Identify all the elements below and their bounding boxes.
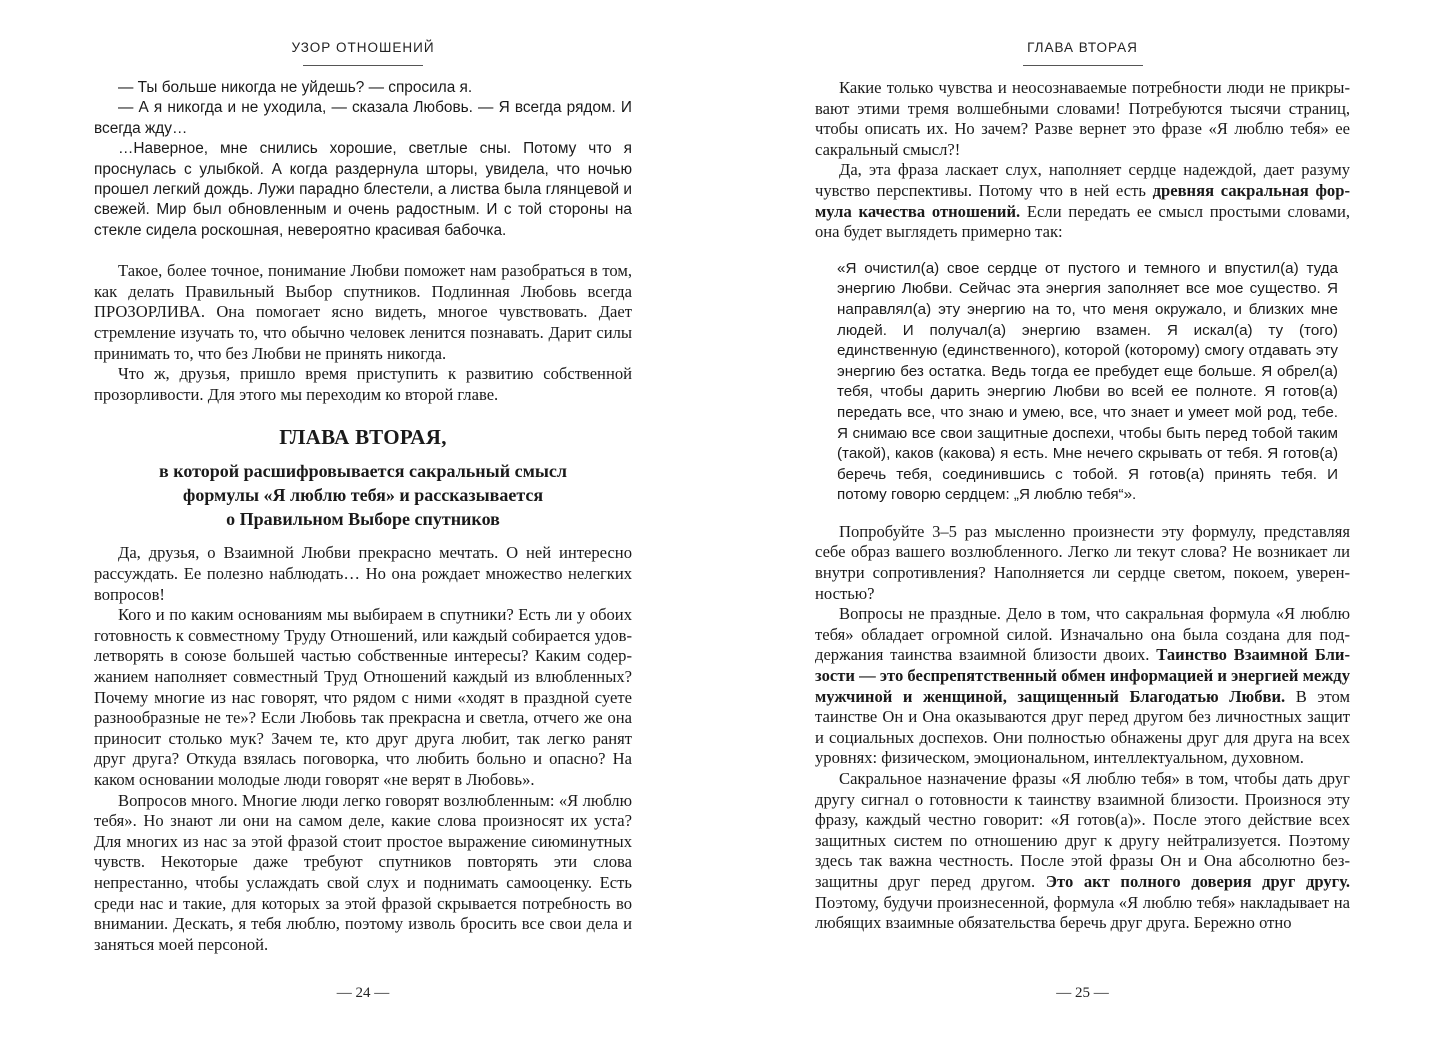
- left-page-body: [94, 78, 632, 955]
- chapter-heading: [94, 423, 632, 531]
- dialogue-block: [94, 78, 632, 241]
- running-head-right-text: ГЛАВА ВТОРАЯ: [1027, 40, 1138, 55]
- quote-text: «Я очистил(а) свое сердце от пустого и темного и впустил(а) туда энергию Любви. Сейчас эта энергия заполняет все мое существо. Я направлял(а) эту энергию на то, что меня окружало, и близких мне людей. И получал(а) энергию взамен. Я искал(а) ту (того) единственную (единственного), которой (которому) смогу отдавать эту энергию без остатка. Ведь тогда ее пребудет еще больше. Я обрел(а) тебя, чтобы дарить энергию Любви во всей ее полноте. Я готов(а) передать все, что знаю и умею, все, что знает и умеет мой род, тебе. Я снимаю все свои защитные доспехи, чтобы быть перед тобой таким (такой), каков (какова) я есть. Мне нечего скрывать от тебя. Я готов(а) беречь тебя, соединившись с тобой. Я готов(а) принять тебя. И потому говорю сердцем: „Я люблю тебя“».: [837, 259, 1338, 504]
- running-head-rule: [303, 65, 423, 66]
- paragraph: Вопросов много. Многие люди легко говорят возлюбленным: «Я люблю тебя». Но знают ли они на самом деле, какие слова произносят их уста? Для многих из нас за этой фразой стоит простое выражение сиюминутных чувств. Некоторые даже требуют спутников повторять эти слова непрестанно, чтобы услаждать свой слух и поднимать самооценку. Есть среди нас и такие, для которых за этой фразой скрывается потребность во внимании. Дескать, я тебя люблю, поэтому изволь бросить все свои дела и заняться моей персоной.: [94, 790, 632, 954]
- chapter-subtitle: о Правильном Выборе спутников: [226, 509, 500, 530]
- page-number-left: — 24 —: [336, 985, 390, 1001]
- chapter-subtitle: в которой расшифровывается сакральный смысл: [158, 461, 567, 482]
- chapter-subtitle: формулы «Я люблю тебя» и рассказывается: [182, 485, 544, 506]
- chapter-title: ГЛАВА ВТОРАЯ,: [279, 425, 447, 450]
- running-head-left-text: УЗОР ОТНОШЕНИЙ: [291, 40, 435, 55]
- running-head-right: [815, 40, 1350, 66]
- paragraph-text: Да, эта фраза ласкает слух, наполняет сердце надеждой, дает разуму чувство перспективы. Потому что в ней есть: [815, 160, 1350, 200]
- paragraph: Что ж, друзья, пришло время приступить к развитию собственной прозорливости. Для этого мы переходим ко второй главе.: [94, 364, 632, 404]
- bold-phrase: Это акт полного доверия друг другу.: [1045, 871, 1350, 891]
- page-number-right: — 25 —: [1056, 985, 1109, 1001]
- paragraph: Такое, более точное, понимание Любви поможет нам разобраться в том, как делать Правильный Выбор спутников. Подлинная Любовь всегда ПРОЗОРЛИВА. Она помогает ясно видеть, многое чувствовать. Дает стремление изучать то, что обычно человек ленится познавать. Дарит силы принимать то, что без Любви не принять никогда.: [94, 261, 632, 363]
- paragraph-text: Если передать ее смысл простыми словами, она будет выглядеть примерно так:: [815, 201, 1350, 242]
- paragraph: [815, 769, 1350, 934]
- running-head-left: [94, 40, 632, 66]
- paragraph: Попробуйте 3–5 раз мысленно произнести эту формулу, представляя себе образ вашего возлюбленного. Легко ли текут слова? Не возникает ли внутри сопротивления? Наполняется ли сердце светом, покоем, уверенностью?: [815, 521, 1350, 603]
- paragraph-gap: [94, 241, 632, 261]
- dialogue-line: — Ты больше никогда не уйдешь? — спросила я.: [118, 79, 473, 96]
- paragraph-text: Сакральное назначение фразы «Я люблю тебя» в том, чтобы дать друг другу сигнал о готовности к таинству взаимной близости. Произнося эту фразу, каждый честно говорит: «Я готов(а)». После этого действие всех защитных систем по отношению друг к другу нейтрализуется. Поэтому здесь так важна честность. После этой фразы Он и Она абсолютно беззащитны друг перед другом.: [815, 769, 1350, 891]
- paragraph: Да, друзья, о Взаимной Любви прекрасно мечтать. О ней интересно рассуждать. Ее полезно наблюдать… Но она рождает множество нелегких вопросов!: [94, 543, 632, 604]
- paragraph-text: Поэтому, будучи произнесенной, формула «Я люблю тебя» накладывает на любящих взаимные обязательства беречь друг друга. Бережно отно: [815, 892, 1350, 933]
- right-page: [815, 0, 1350, 1039]
- right-page-body: [815, 78, 1350, 934]
- running-head-rule: [1023, 65, 1143, 66]
- dialogue-line: …Наверное, мне снились хорошие, светлые сны. Потому что я проснулась с улыбкой. А когда раздернула шторы, увидела, что ночью прошел легкий дождь. Лужи парадно блестели, а листва была глянцевой и свежей. Мир был обновленным и очень радостным. И с той стороны на стекле сидела роскошная, невероятно красивая бабочка.: [94, 140, 632, 239]
- left-page: [94, 0, 632, 1039]
- bold-phrase: Таинство Взаимной Близости — это беспрепятственный обмен информацией и энергией между мужчиной и женщиной, защищенный Благодатью Любви.: [815, 645, 1350, 706]
- bold-phrase: древняя сакральная формула качества отношений.: [815, 180, 1350, 221]
- paragraph: Кого и по каким основаниям мы выбираем в спутники? Есть ли у обоих готовность к совместному Труду Отношений, или каждый собирается удовлетворять в союзе большей частью собственные интересы? Каким содержанием наполняет совместный Труд Отношений каждый из влюбленных? Почему многие из нас говорят, что рядом с ними «ходят в праздной суете разнообразные не те»? Если Любовь так прекрасна и светла, отчего же она приносит столько мук? Зачем те, кто друг друга любит, так легко ранят друг друга? Откуда взялась поговорка, что любить больно и опасно? На каком основании молодые люди говорят «не верят в Любовь».: [94, 605, 632, 789]
- paragraph: [815, 160, 1350, 242]
- paragraph-text: Вопросы не праздные. Дело в том, что сакральная формула «Я люблю тебя» обладает огромной силой. Изначально она была создана для поддержания таинства взаимной близости двоих.: [815, 604, 1350, 665]
- paragraph: Какие только чувства и неосознаваемые потребности люди не прикрывают этими тремя волшебными словами! Потребуются тысячи страниц, чтобы описать их. Но зачем? Разве вернет это фразе «Я люблю тебя» ее сакральный смысл?!: [815, 78, 1350, 159]
- formula-quote: [837, 259, 1338, 506]
- paragraph: [815, 604, 1350, 769]
- paragraph-text: В этом таинстве Он и Она оказываются друг перед другом без личностных защит и социальных доспехов. Они полностью обнажены друг для друга на всех уровнях: физическом, эмоциональном, интеллектуальном, духовном.: [815, 686, 1350, 768]
- dialogue-line: — А я никогда и не уходила, — сказала Любовь. — Я всегда рядом. И всегда жду…: [94, 99, 632, 137]
